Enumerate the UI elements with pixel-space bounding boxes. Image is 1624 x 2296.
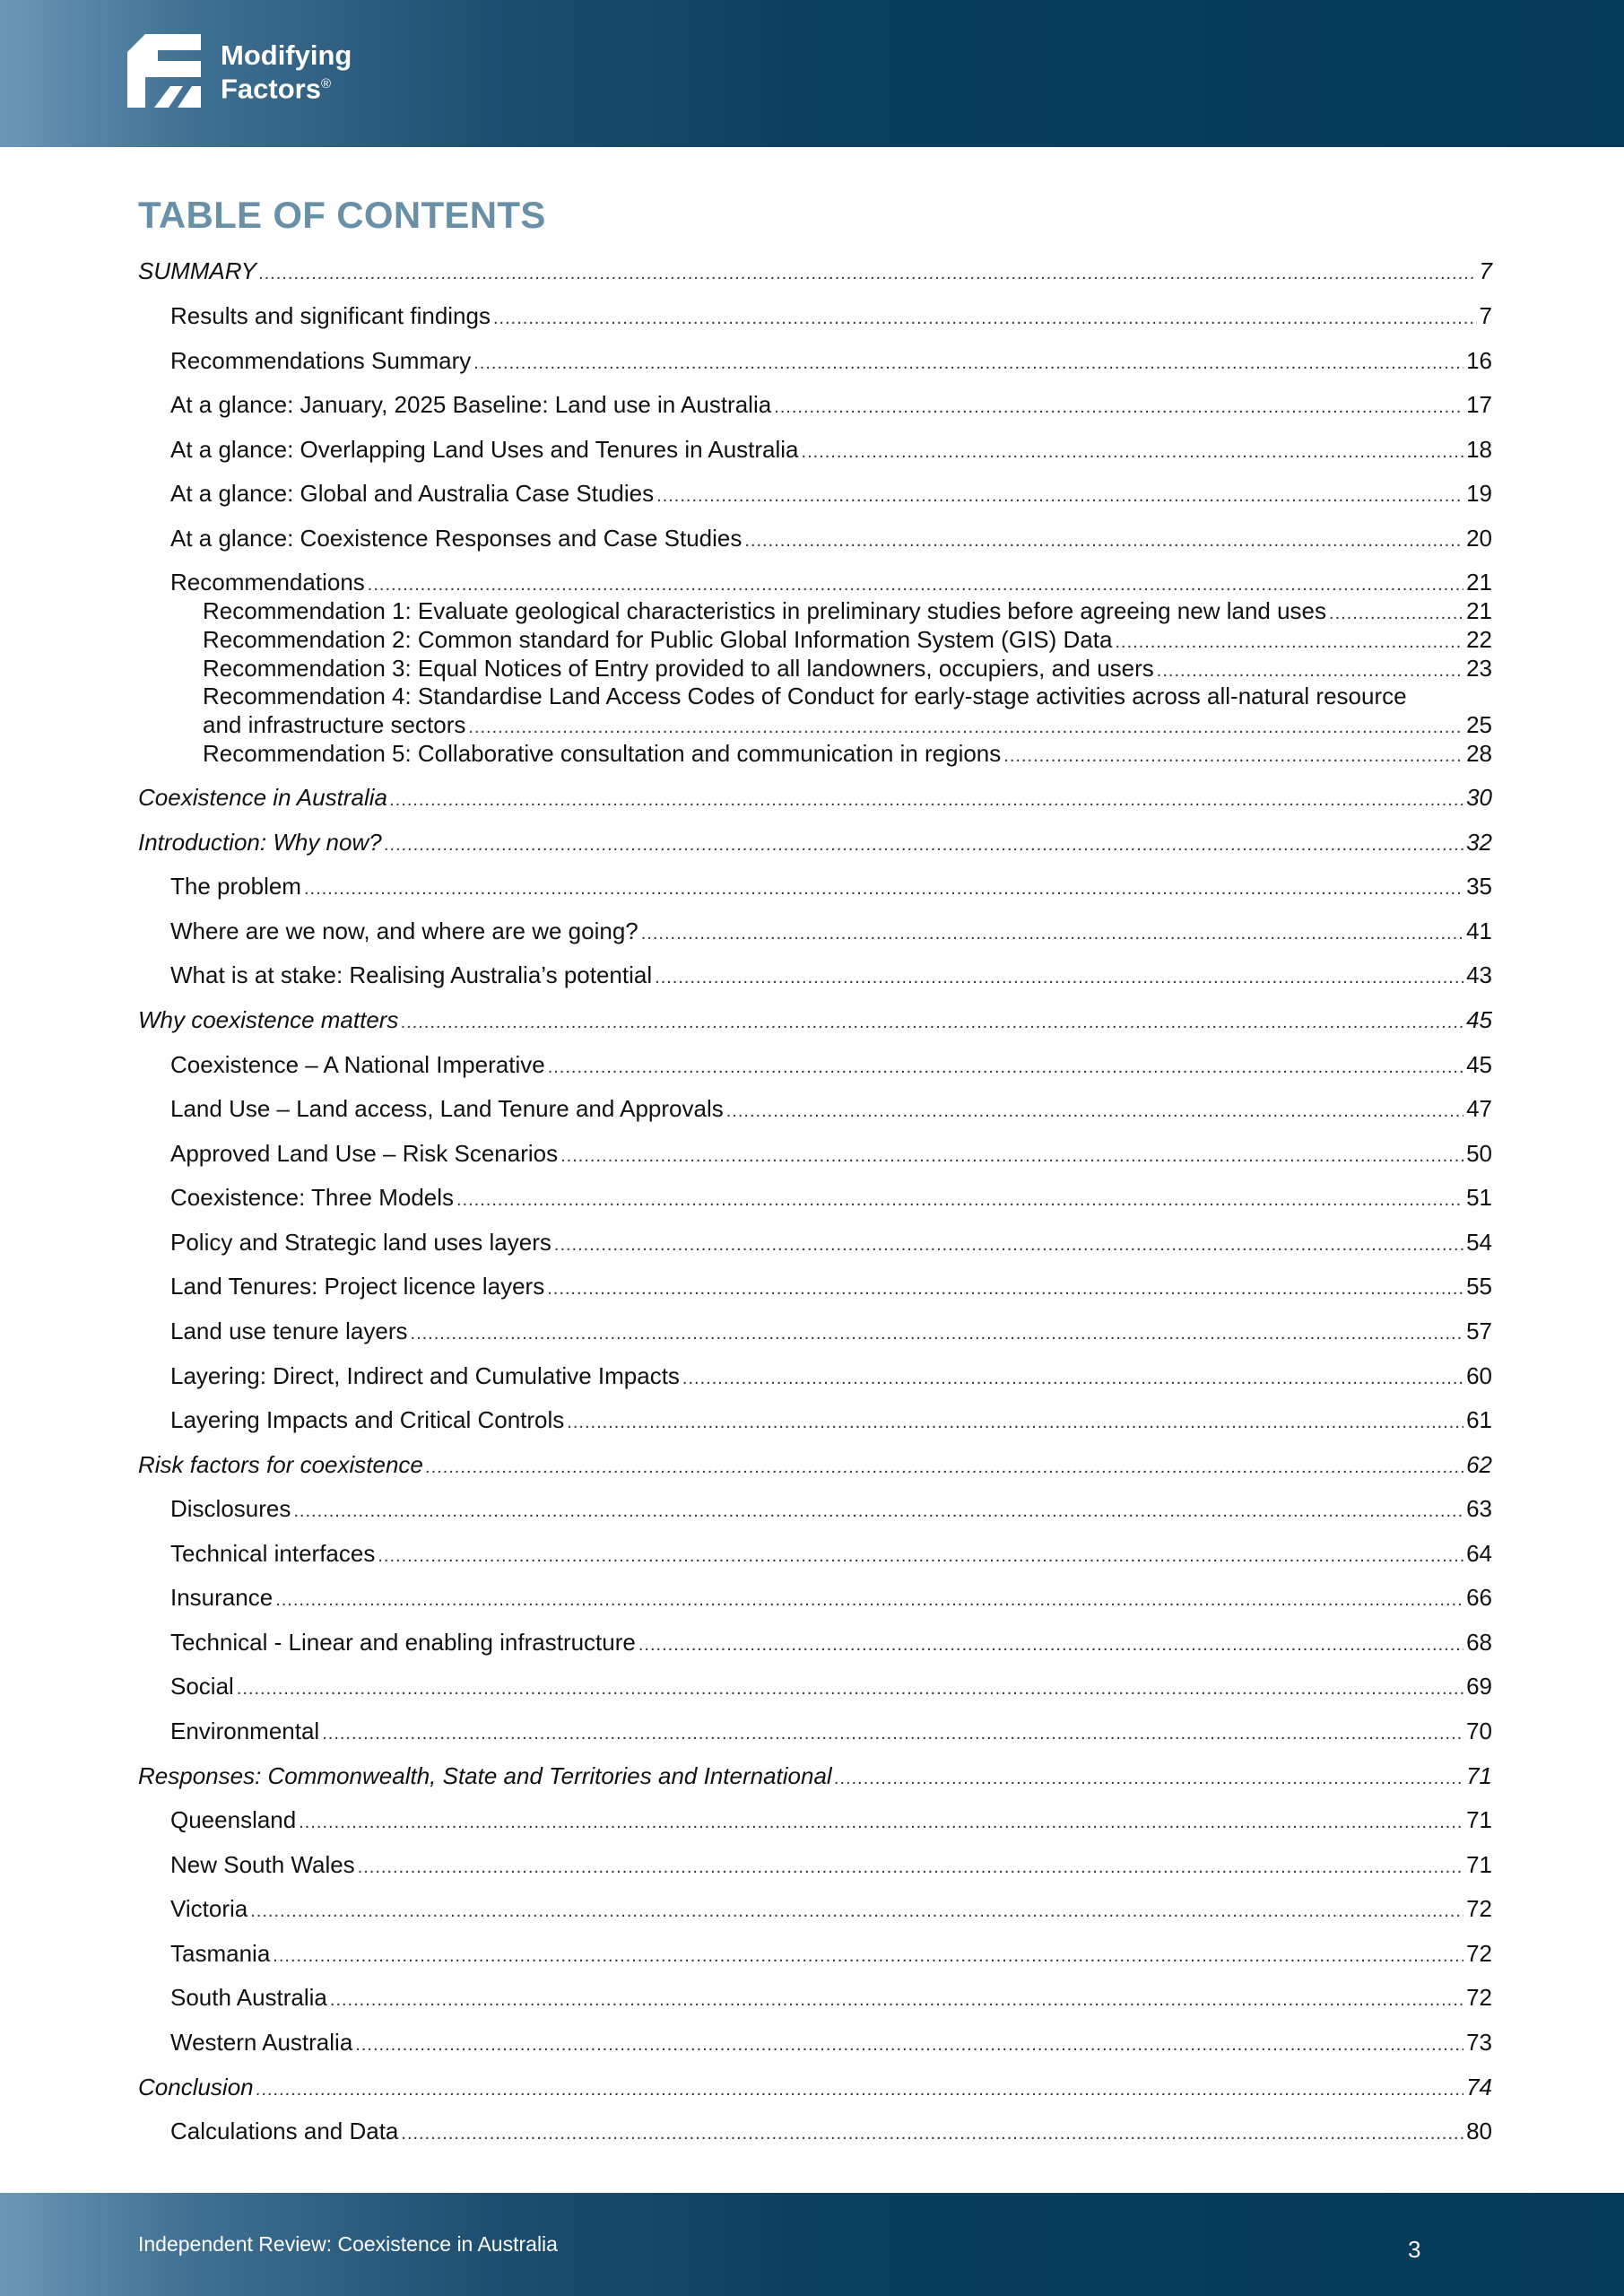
toc-entry[interactable]	[170, 1672, 1492, 1703]
toc-entry-label: Land Use – Land access, Land Tenure and Approvals	[170, 1095, 724, 1122]
toc-entry[interactable]	[170, 2117, 1492, 2148]
toc-page-number: 17	[1466, 391, 1492, 418]
leader-dots	[411, 1319, 1464, 1348]
toc-entry[interactable]	[170, 1583, 1492, 1614]
page-title: TABLE OF CONTENTS	[138, 194, 546, 236]
footer-document-title: Independent Review: Coexistence in Australia	[138, 2232, 558, 2256]
toc-entry-label: Insurance	[170, 1584, 274, 1611]
toc-entry[interactable]	[170, 1805, 1492, 1837]
toc-page-number: 20	[1466, 525, 1492, 552]
leader-dots	[638, 1631, 1463, 1659]
leader-dots	[401, 1008, 1463, 1037]
toc-entry-section[interactable]	[138, 2073, 1492, 2104]
toc-page-number: 73	[1466, 2029, 1492, 2056]
toc-entry[interactable]	[170, 1494, 1492, 1526]
toc-entry[interactable]	[170, 1228, 1492, 1259]
toc-page-number: 57	[1466, 1318, 1492, 1344]
toc-page-number: 23	[1466, 655, 1492, 682]
page-number: 3	[1408, 2236, 1421, 2263]
toc-entry-recommendation-5[interactable]	[203, 739, 1492, 770]
leader-dots	[250, 1897, 1463, 1926]
toc-entry-recommendation-2[interactable]	[203, 625, 1492, 657]
toc-entry-recommendation-1[interactable]	[203, 596, 1492, 628]
toc-entry-label: Land Tenures: Project licence layers	[170, 1273, 545, 1300]
toc-entry-label: What is at stake: Realising Australia’s potential	[170, 961, 653, 988]
toc-page-number: 7	[1479, 302, 1492, 329]
leader-dots	[1115, 628, 1463, 657]
leader-dots	[237, 1674, 1463, 1703]
toc-entry-label: Responses: Commonwealth, State and Territories and International	[138, 1762, 832, 1789]
leader-dots	[473, 349, 1463, 378]
toc-entry[interactable]	[170, 1717, 1492, 1748]
toc-page-number: 61	[1466, 1406, 1492, 1433]
toc-page-number: 80	[1466, 2118, 1492, 2144]
leader-dots	[641, 919, 1463, 948]
leader-dots	[304, 874, 1463, 903]
leader-dots	[567, 1408, 1463, 1437]
toc-entry[interactable]	[170, 1361, 1492, 1393]
toc-entry[interactable]	[170, 917, 1492, 948]
toc-entry-label: Western Australia	[170, 2029, 353, 2056]
leader-dots	[293, 1497, 1463, 1526]
toc-page-number: 21	[1466, 569, 1492, 596]
toc-entry[interactable]	[170, 1183, 1492, 1214]
toc-page-number: 71	[1466, 1851, 1492, 1878]
toc-page-number: 60	[1466, 1362, 1492, 1389]
toc-page-number: 66	[1466, 1584, 1492, 1611]
toc-entry-label: Layering: Direct, Indirect and Cumulative Impacts	[170, 1362, 680, 1389]
toc-entry-recommendations[interactable]	[170, 568, 1492, 599]
toc-page-number: 72	[1466, 1895, 1492, 1922]
leader-dots	[275, 1586, 1463, 1614]
leader-dots	[385, 831, 1463, 859]
toc-entry-section[interactable]	[138, 1761, 1492, 1793]
leader-dots	[378, 1542, 1463, 1570]
leader-dots	[547, 1274, 1463, 1303]
toc-entry-label: Coexistence in Australia	[138, 784, 387, 811]
toc-page-number: 21	[1466, 597, 1492, 624]
leader-dots	[322, 1719, 1463, 1748]
toc-entry-label: Coexistence: Three Models	[170, 1184, 455, 1211]
toc-entry-section[interactable]	[138, 783, 1492, 814]
leader-dots	[256, 2075, 1463, 2104]
toc-entry[interactable]	[170, 1894, 1492, 1926]
toc-page-number: 22	[1466, 626, 1492, 653]
toc-page-number: 51	[1466, 1184, 1492, 1211]
toc-entry[interactable]	[170, 1405, 1492, 1437]
toc-page-number: 68	[1466, 1629, 1492, 1656]
toc-entry-label: Recommendation 2: Common standard for Public Global Information System (GIS) Data	[203, 626, 1113, 653]
toc-page-number: 69	[1466, 1673, 1492, 1700]
toc-entry[interactable]	[170, 1850, 1492, 1882]
leader-dots	[493, 304, 1477, 333]
leader-dots	[401, 2119, 1463, 2148]
leader-dots	[656, 482, 1463, 510]
toc-entry[interactable]	[170, 2028, 1492, 2059]
leader-dots	[468, 713, 1463, 742]
toc-entry[interactable]	[170, 1939, 1492, 1970]
leader-dots	[299, 1808, 1463, 1837]
leader-dots	[273, 1942, 1463, 1970]
leader-dots	[456, 1186, 1463, 1214]
toc-entry-label: Approved Land Use – Risk Scenarios	[170, 1140, 559, 1167]
toc-entry-label: Recommendations Summary	[170, 347, 472, 374]
toc-entry-label: Recommendation 3: Equal Notices of Entry provided to all landowners, occupiers, and users	[203, 655, 1154, 682]
company-logo	[127, 34, 396, 109]
toc-entry-label: Results and significant findings	[170, 302, 491, 329]
toc-page-number: 45	[1466, 1006, 1492, 1033]
toc-entry-label: Risk factors for coexistence	[138, 1451, 423, 1478]
toc-entry[interactable]	[170, 961, 1492, 992]
toc-page-number: 25	[1466, 711, 1492, 738]
toc-entry[interactable]	[170, 1094, 1492, 1126]
toc-entry-label: Queensland	[170, 1806, 297, 1833]
toc-entry[interactable]	[170, 301, 1492, 333]
toc-page-number: 47	[1466, 1095, 1492, 1122]
toc-entry-label: Recommendation 1: Evaluate geological characteristics in preliminary studies before agreeing new land uses	[203, 597, 1327, 624]
toc-entry-label: Where are we now, and where are we going?	[170, 918, 638, 944]
toc-entry-label: Introduction: Why now?	[138, 829, 382, 856]
toc-entry[interactable]	[170, 1050, 1492, 1082]
toc-entry[interactable]	[170, 346, 1492, 378]
toc-page-number: 62	[1466, 1451, 1492, 1478]
leader-dots	[426, 1453, 1463, 1482]
toc-entry-label: Technical - Linear and enabling infrastructure	[170, 1629, 636, 1656]
toc-entry[interactable]	[170, 872, 1492, 903]
toc-entry-label: Victoria	[170, 1895, 248, 1922]
toc-page-number: 16	[1466, 347, 1492, 374]
toc-entry[interactable]	[170, 1628, 1492, 1659]
toc-page-number: 71	[1466, 1762, 1492, 1789]
toc-entry-section[interactable]	[138, 828, 1492, 859]
toc-page-number: 35	[1466, 873, 1492, 900]
leader-dots	[655, 963, 1463, 992]
toc-page-number: 7	[1479, 257, 1492, 284]
toc-entry[interactable]	[170, 1539, 1492, 1570]
leader-dots	[774, 393, 1463, 422]
registered-mark: ®	[320, 76, 332, 91]
toc-page-number: 74	[1466, 2074, 1492, 2100]
toc-entry-recommendation-4-line-2[interactable]	[203, 710, 1492, 742]
toc-entry-label: Environmental	[170, 1718, 320, 1744]
toc-entry-label: Coexistence – A National Imperative	[170, 1051, 545, 1078]
toc-entry-label: Why coexistence matters	[138, 1006, 399, 1033]
toc-entry-label: Recommendation 5: Collaborative consultation and communication in regions	[203, 740, 1002, 767]
toc-entry[interactable]	[170, 1317, 1492, 1348]
leader-dots	[368, 570, 1463, 599]
toc-entry-label: The problem	[170, 873, 301, 900]
toc-page-number: 19	[1466, 480, 1492, 507]
toc-page-number: 54	[1466, 1229, 1492, 1256]
toc-entry-recommendation-4-line-1[interactable]: Recommendation 4: Standardise Land Access Codes of Conduct for early-stage activities across all-natural resource	[203, 683, 1407, 709]
toc-entry[interactable]	[170, 1983, 1492, 2014]
toc-entry-label: At a glance: Coexistence Responses and Case Studies	[170, 525, 743, 552]
toc-page-number: 63	[1466, 1495, 1492, 1522]
leader-dots	[390, 786, 1463, 814]
toc-entry[interactable]	[170, 1272, 1492, 1303]
toc-entry[interactable]	[170, 1139, 1492, 1170]
toc-entry[interactable]	[170, 435, 1492, 466]
logo-wordmark	[221, 41, 352, 103]
leader-dots	[1003, 742, 1463, 770]
toc-entry-label: Layering Impacts and Critical Controls	[170, 1406, 565, 1433]
toc-page-number: 45	[1466, 1051, 1492, 1078]
page-header-banner	[0, 0, 1624, 147]
toc-page-number: 32	[1466, 829, 1492, 856]
toc-entry-label: At a glance: January, 2025 Baseline: Land use in Australia	[170, 391, 772, 418]
toc-entry-label: Social	[170, 1673, 234, 1700]
toc-entry-summary[interactable]	[138, 257, 1492, 288]
toc-entry-label: Calculations and Data	[170, 2118, 399, 2144]
toc-entry-label: At a glance: Overlapping Land Uses and Tenures in Australia	[170, 436, 799, 463]
toc-entry-label: Disclosures	[170, 1495, 291, 1522]
toc-entry-label: Tasmania	[170, 1940, 271, 1967]
toc-entry-label: SUMMARY	[138, 257, 256, 284]
leader-dots	[548, 1053, 1463, 1082]
toc-entry-section[interactable]	[138, 1450, 1492, 1482]
toc-page-number: 50	[1466, 1140, 1492, 1167]
leader-dots	[726, 1097, 1463, 1126]
leader-dots	[802, 438, 1464, 466]
toc-page-number: 72	[1466, 1984, 1492, 2011]
leader-dots	[1329, 599, 1463, 628]
toc-page-number: 72	[1466, 1940, 1492, 1967]
toc-entry-label: New South Wales	[170, 1851, 355, 1878]
toc-entry-label: At a glance: Global and Australia Case Studies	[170, 480, 655, 507]
toc-entry-label: Conclusion	[138, 2074, 254, 2100]
toc-entry-label: Recommendations	[170, 569, 365, 596]
toc-page-number: 70	[1466, 1718, 1492, 1744]
toc-entry[interactable]	[170, 390, 1492, 422]
toc-page-number: 71	[1466, 1806, 1492, 1833]
toc-page-number: 64	[1466, 1540, 1492, 1567]
toc-entry-recommendation-3[interactable]	[203, 654, 1492, 685]
toc-entry-label: South Australia	[170, 1984, 327, 2011]
leader-dots	[682, 1364, 1463, 1393]
modifying-factors-logo-icon	[127, 34, 201, 108]
toc-page-number: 28	[1466, 740, 1492, 767]
toc-entry[interactable]	[170, 524, 1492, 555]
logo-line-2: Factors	[221, 73, 321, 105]
leader-dots	[358, 1853, 1463, 1882]
toc-entry-label: Land use tenure layers	[170, 1318, 408, 1344]
logo-line-1: Modifying	[221, 39, 352, 71]
toc-entry[interactable]	[170, 479, 1492, 510]
leader-dots	[744, 526, 1463, 555]
toc-entry-label: and infrastructure sectors	[203, 711, 466, 738]
leader-dots	[554, 1231, 1463, 1259]
toc-entry-section[interactable]	[138, 1005, 1492, 1037]
toc-page-number: 30	[1466, 784, 1492, 811]
toc-page-number: 55	[1466, 1273, 1492, 1300]
leader-dots	[259, 259, 1477, 288]
leader-dots	[330, 1986, 1463, 2014]
leader-dots	[355, 2031, 1463, 2059]
leader-dots	[560, 1142, 1463, 1170]
toc-page-number: 18	[1466, 436, 1492, 463]
leader-dots	[835, 1764, 1463, 1793]
toc-entry-label: Technical interfaces	[170, 1540, 376, 1567]
toc-page-number: 41	[1466, 918, 1492, 944]
toc-entry-label: Policy and Strategic land uses layers	[170, 1229, 551, 1256]
toc-page-number: 43	[1466, 961, 1492, 988]
